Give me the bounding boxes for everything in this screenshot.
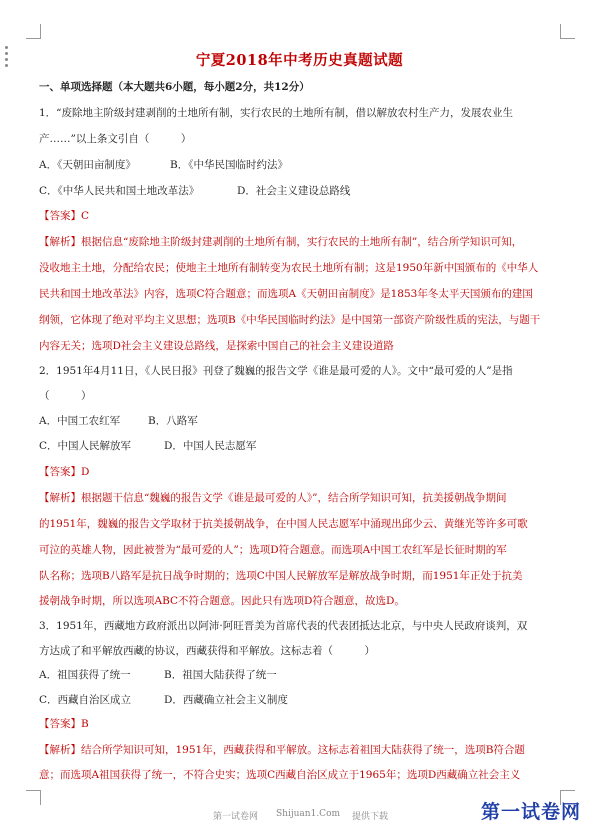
crop-mark-bottom-left [26,790,41,805]
q1-stem-line1: 1．“废除地主阶级封建剥削的土地所有制，实行农民的土地所有制，借以解放农村生产力，发展农业生 [39,107,514,119]
q2-answer: 【答案】D [39,466,90,478]
q2-analysis-line: 援朝战争时期，所以选项ABC不符合题意。因此只有选项D符合题意，故选D。 [39,595,405,607]
q1-answer: 【答案】C [39,210,90,222]
q1-analysis-line: 纲领，它体现了绝对平均主义思想；选项B《中华民国临时约法》是中国第一部资产阶级性质的宪法，与题干 [39,314,541,326]
q2-option-c: C．中国人民解放军 [39,440,132,452]
q3-option-b: B．祖国大陆获得了统一 [164,669,277,681]
crop-mark-top-left [26,24,41,39]
q2-stem-line2: （ ） [39,390,92,402]
q2-option-d: D．中国人民志愿军 [164,440,257,452]
footer-download-text: 提供下载 [352,812,389,822]
q3-stem-line2: 方达成了和平解放西藏的协议，西藏获得和平解放。这标志着（ ） [39,645,375,657]
q3-option-d: D．西藏确立社会主义制度 [164,694,288,706]
footer-site-url[interactable]: Shijuan1.Com [276,809,341,819]
q2-analysis-line: 队名称；选项B八路军是抗日战争时期的；选项C中国人民解放军是解放战争时期，而1951年正处于抗美 [39,570,523,582]
footer-site-name: 第一试卷网 [213,812,259,822]
q3-stem-line1: 3．1951年，西藏地方政府派出以阿沛·阿旺晋美为首席代表的代表团抵达北京，与中央人民政府谈判，双 [39,620,528,632]
page-title: 宁夏2018年中考历史真题试题 [195,52,404,69]
q3-answer: 【答案】B [39,718,89,730]
q3-option-a: A．祖国获得了统一 [39,669,131,681]
q1-analysis-line: 内容无关；选项D社会主义建设总路线，是探索中国自己的社会主义建设道路 [39,340,394,352]
q2-option-b: B．八路军 [148,415,198,427]
q1-analysis-line: 没收地主土地，分配给农民；使地主土地所有制转变为农民土地所有制；这是1950年新中国颁布的《中华人 [39,262,539,274]
q2-analysis-line: 的1951年，魏巍的报告文学取材于抗美援朝战争，在中国人民志愿军中涌现出邱少云、黄继光等许多可歌 [39,518,528,530]
q1-option-b: B．《中华民国临时约法》 [170,159,288,171]
q1-option-a: A．《天朝田亩制度》 [39,159,136,171]
q1-stem-line2: 产……”以上条文引自（ ） [39,133,192,145]
watermark-logo: 第一试卷网 [481,801,582,823]
q3-option-c: C．西藏自治区成立 [39,694,132,706]
q1-option-d: D．社会主义建设总路线 [237,185,351,197]
q3-analysis-line: 意；而选项A祖国获得了统一，不符合史实；选项C西藏自治区成立于1965年；选项D西藏确立社会主义 [39,769,521,781]
section-heading: 一、单项选择题（本大题共6小题，每小题2分，共12分） [39,81,310,93]
q2-analysis-line: 可泣的英雄人物，因此被誉为“最可爱的人”；选项D符合题意。而选项A中国工农红军是长征时期的军 [39,544,507,556]
q1-analysis-line: 民共和国土地改革法》内容，选项C符合题意；而选项A《天朝田亩制度》是1853年冬太平天国颁布的建国 [39,288,533,300]
q2-option-a: A．中国工农红军 [39,415,121,427]
q3-analysis-line: 【解析】结合所学知识可知，1951年，西藏获得和平解放。这标志着祖国大陆获得了统一，选项B符合题 [39,744,525,756]
q1-analysis-line: 【解析】根据信息“废除地主阶级封建剥削的土地所有制，实行农民的土地所有制”，结合所学知识可知， [39,236,523,248]
q1-option-c: C．《中华人民共和国土地改革法》 [39,185,200,197]
q2-analysis-line: 【解析】根据题干信息“魏巍的报告文学《谁是最可爱的人》”，结合所学知识可知，抗美援朝战争期间 [39,492,507,504]
crop-mark-top-right [560,24,575,39]
q2-stem-line1: 2．1951年4月11日，《人民日报》刊登了魏巍的报告文学《谁是最可爱的人》。文中“最可爱的人”是指 [39,365,513,377]
